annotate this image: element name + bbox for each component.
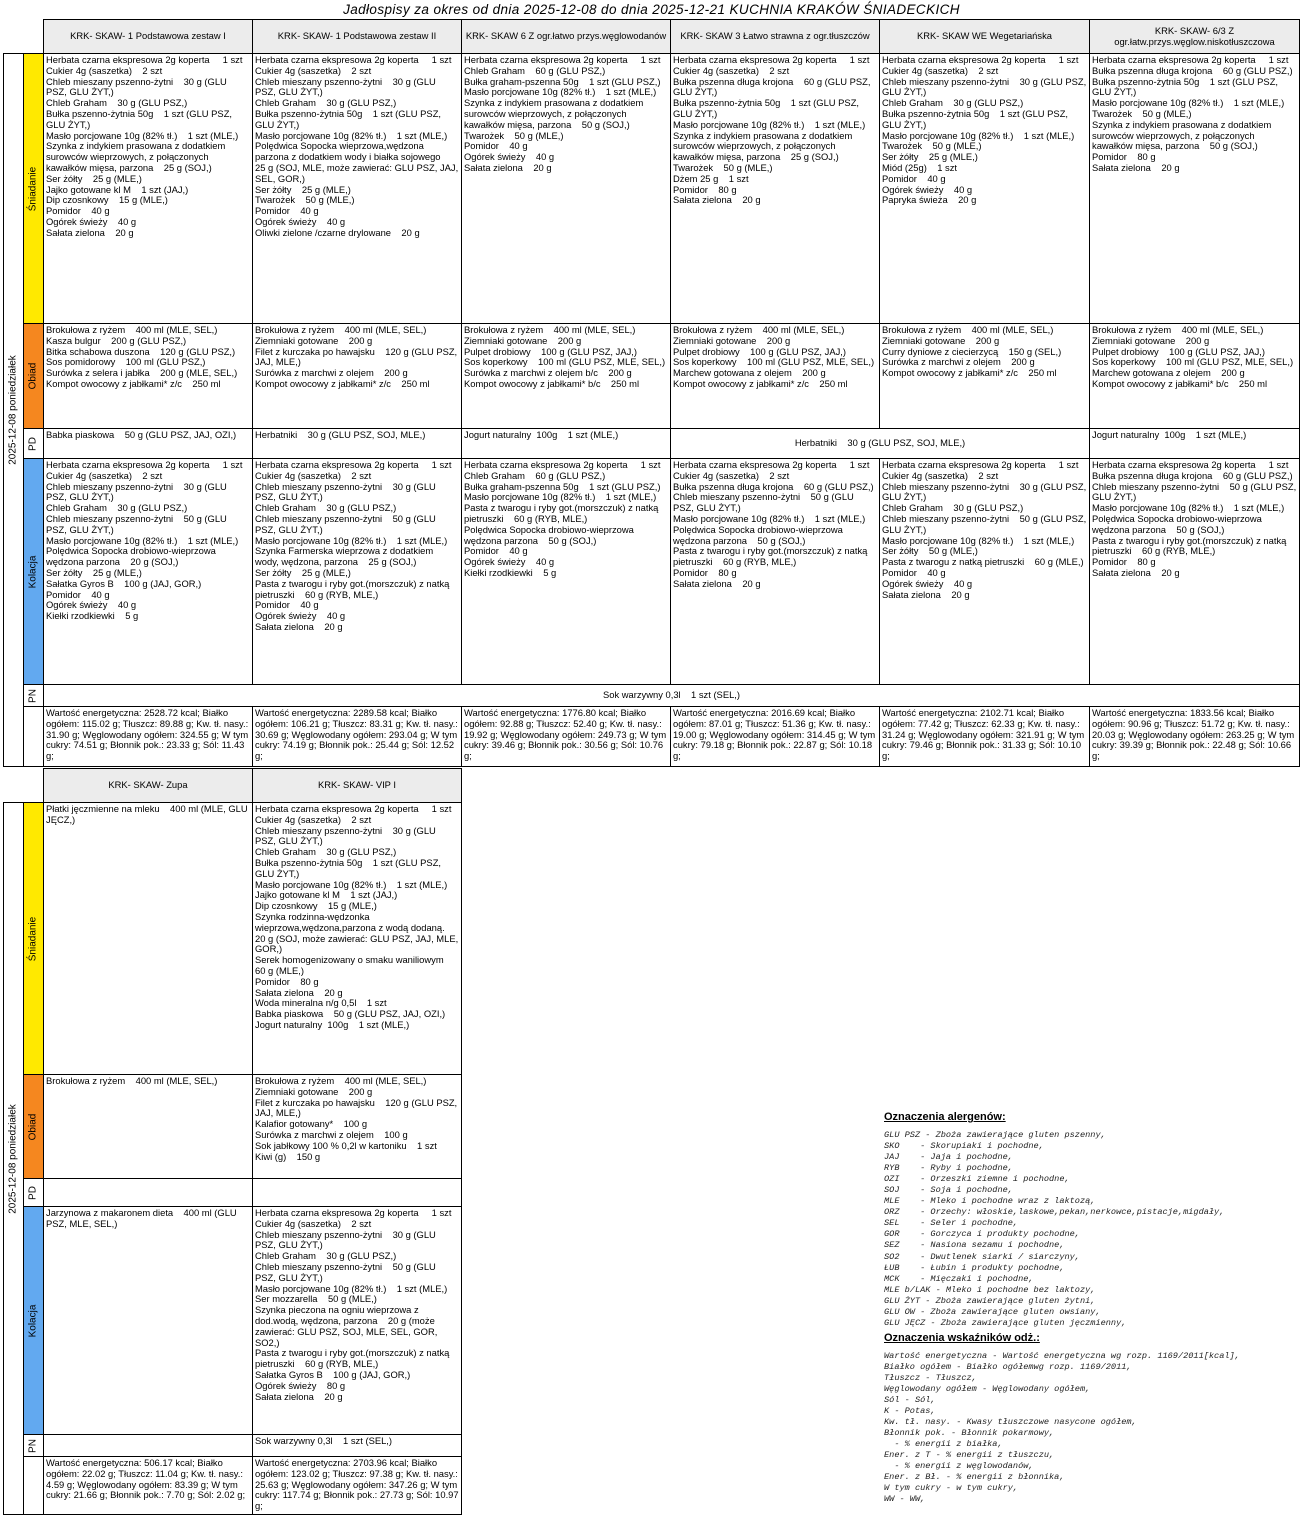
- menu-cell: Brokułowa z ryżem 400 ml (MLE, SEL,) Ziemniaki gotowane 200 g Filet z kurczaka po hawajsku 120 g (GLU PSZ, JAJ, MLE,) Kalafior gotowany* 100 g Surówka z marchwi z olejem 100 g Sok jabłkowy 100 % 0,2l w kartoniku 1 szt Kiwi (g) 150 g: [253, 1075, 462, 1179]
- menu-cell: Herbata czarna ekspresowa 2g koperta 1 szt Cukier 4g (saszetka) 2 szt Chleb mieszany pszenno-żytni 30 g (GLU PSZ, GLU ŻYT,) Chleb Graham 30 g (GLU PSZ,) Chleb mieszany pszenno-żytni 50 g (GLU PSZ, GLU ŻYT,) Masło porcjowane 10g (82% tł.) 1 szt (MLE,) Szynka Farmerska wieprzowa z dodatkiem wody, wędzona, parzona 25 g (SOJ,) Ser żółty 25 g (MLE,) Pasta z twarogu i ryby got.(morszczuk) z natką pietruszki 60 g (RYB, MLE,) Pomidor 40 g Ogórek świeży 40 g Sałata zielona 20 g: [253, 459, 462, 685]
- allergen-item: SEL - Seler i pochodne,: [884, 1218, 1019, 1229]
- diet-header-row: [4, 769, 462, 803]
- diet-header: KRK- SKAW 6 Z ogr.łatwo przys.węglowodanów: [462, 20, 671, 54]
- meal-row-kolacja: [4, 459, 1300, 685]
- diet-header: KRK- SKAW- 6/3 Z ogr.łatw.przys.węglow.niskotłuszczowa: [1090, 20, 1300, 54]
- meal-label-obiad: Obiad: [24, 324, 44, 429]
- date-cell: [4, 54, 24, 767]
- menu-cell: Herbata czarna ekspresowa 2g koperta 1 szt Cukier 4g (saszetka) 2 szt Chleb mieszany pszenno-żytni 30 g (GLU PSZ, GLU ŻYT,) Chleb Graham 30 g (GLU PSZ,) Bułka pszenno-żytnia 50g 1 szt (GLU PSZ, GLU ŻYT,) Masło porcjowane 10g (82% tł.) 1 szt (MLE,) Szynka z indykiem prasowana z dodatkiem surowców wieprzowych, z połączonych kawałków mięsa, parzona 25 g (SOJ,) Ser żółty 25 g (MLE,) Jajko gotowane kl M 1 szt (JAJ,) Dip czosnkowy 15 g (MLE,) Pomidor 40 g Ogórek świeży 40 g Sałata zielona 20 g: [44, 54, 253, 324]
- nutrition-cell: Wartość energetyczna: 1776.80 kcal; Białko ogółem: 92.88 g; Tłuszcz: 52.40 g; Kw. tł. nasy.: 19.92 g; Węglowodany ogółem: 249.73 g; W tym cukry: 39.46 g; Błonnik pok.: 30.56 g; Sól: 10.76 g;: [462, 707, 671, 767]
- menu-cell: Herbata czarna ekspresowa 2g koperta 1 szt Cukier 4g (saszetka) 2 szt Bułka pszenna długa krojona 60 g (GLU PSZ, GLU ŻYT,) Bułka pszenno-żytnia 50g 1 szt (GLU PSZ, GLU ŻYT,) Masło porcjowane 10g (82% tł.) 1 szt (MLE,) Szynka z indykiem prasowana z dodatkiem surowców wieprzowych, z połączonych kawałków mięsa, parzona 25 g (SOJ,) Twarożek 50 g (MLE,) Dżem 25 g 1 szt Pomidor 80 g Sałata zielona 20 g: [671, 54, 880, 324]
- diet-header: KRK- SKAW- 1 Podstawowa zestaw II: [253, 20, 462, 54]
- indicator-item: Sól - Sól,: [884, 1395, 936, 1406]
- menu-cell: Jogurt naturalny 100g 1 szt (MLE,): [462, 429, 671, 459]
- diet-header: KRK- SKAW 3 Łatwo strawna z ogr.tłuszczów: [671, 20, 880, 54]
- diet-header: KRK- SKAW- Zupa: [44, 769, 253, 803]
- menu-cell: [44, 1435, 253, 1457]
- menu-cell: Płatki jęczmienne na mleku 400 ml (MLE, GLU JĘCZ,): [44, 803, 253, 1075]
- menu-cell: Brokułowa z ryżem 400 ml (MLE, SEL,) Ziemniaki gotowane 200 g Pulpet drobiowy 100 g (GLU PSZ, JAJ,) Sos koperkowy 100 ml (GLU PSZ, MLE, SEL,) Marchew gotowana z olejem 200 g Kompot owocowy z jabłkami* z/c 250 ml: [671, 324, 880, 429]
- menu-table-main: [3, 19, 1300, 767]
- menu-cell: Herbata czarna ekspresowa 2g koperta 1 szt Cukier 4g (saszetka) 2 szt Chleb mieszany pszenno-żytni 30 g (GLU PSZ, GLU ŻYT,) Chleb Graham 30 g (GLU PSZ,) Chleb mieszany pszenno-żytni 50 g (GLU PSZ, GLU ŻYT,) Masło porcjowane 10g (82% tł.) 1 szt (MLE,) Polędwica Sopocka drobiowo-wieprzowa wędzona parzona 20 g (SOJ,) Ser żółty 25 g (MLE,) Sałatka Gyros B 100 g (JAJ, GOR,) Pomidor 40 g Ogórek świeży 40 g Kiełki rzodkiewki 5 g: [44, 459, 253, 685]
- menu-cell: Brokułowa z ryżem 400 ml (MLE, SEL,) Ziemniaki gotowane 200 g Filet z kurczaka po hawajsku 120 g (GLU PSZ, JAJ, MLE,) Surówka z marchwi z olejem 200 g Kompot owocowy z jabłkami* z/c 250 ml: [253, 324, 462, 429]
- meal-row-sniadanie: [4, 54, 1300, 324]
- nutrition-cell: Wartość energetyczna: 2703.96 kcal; Białko ogółem: 123.02 g; Tłuszcz: 97.38 g; Kw. tł. nasy.: 25.63 g; Węglowodany ogółem: 347.26 g; W tym cukry: 117.74 g; Błonnik pok.: 27.73 g; Sól: 10.97 g;: [253, 1457, 462, 1515]
- date-label: 2025-12-08 poniedziałek: [7, 1103, 19, 1214]
- allergen-item: GLU ŻYT - Zboża zawierające gluten żytni,: [884, 1295, 1096, 1306]
- menu-cell: Herbata czarna ekspresowa 2g koperta 1 szt Cukier 4g (saszetka) 2 szt Bułka pszenna długa krojona 60 g (GLU PSZ,) Chleb mieszany pszenno-żytni 50 g (GLU PSZ, GLU ŻYT,) Masło porcjowane 10g (82% tł.) 1 szt (MLE,) Polędwica Sopocka drobiowo-wieprzowa wędzona parzona 50 g (SOJ,) Pasta z twarogu i ryby got.(morszczuk) z natką pietruszki 60 g (RYB, MLE,) Pomidor 80 g Sałata zielona 20 g: [671, 459, 880, 685]
- menu-cell: Brokułowa z ryżem 400 ml (MLE, SEL,) Ziemniaki gotowane 200 g Curry dyniowe z ciecierzycą 150 g (SEL,) Surówka z marchwi z olejem 200 g Kompot owocowy z jabłkami* z/c 250 ml: [880, 324, 1090, 429]
- menu-table-secondary: [3, 768, 462, 1515]
- allergen-item: SOJ - Soja i pochodne,: [884, 1185, 1013, 1196]
- page-title: Jadłospisy za okres od dnia 2025-12-08 do dnia 2025-12-21 KUCHNIA KRAKÓW ŚNIADECKICH: [343, 2, 960, 17]
- menu-cell: Herbata czarna ekspresowa 2g koperta 1 szt Cukier 4g (saszetka) 2 szt Chleb mieszany pszenno-żytni 30 g (GLU PSZ, GLU ŻYT,) Chleb Graham 30 g (GLU PSZ,) Chleb mieszany pszenno-żytni 50 g (GLU PSZ, GLU ŻYT,) Masło porcjowane 10g (82% tł.) 1 szt (MLE,) Ser żółty 50 g (MLE,) Pasta z twarogu z natką pietruszki 60 g (MLE,) Pomidor 40 g Ogórek świeży 40 g Sałata zielona 20 g: [880, 459, 1090, 685]
- allergen-item: MCK - Mięczaki i pochodne,: [884, 1273, 1034, 1284]
- menu-cell: Brokułowa z ryżem 400 ml (MLE, SEL,) Ziemniaki gotowane 200 g Pulpet drobiowy 100 g (GLU PSZ, JAJ,) Sos koperkowy 100 ml (GLU PSZ, MLE, SEL,) Marchew gotowana z olejem 200 g Kompot owocowy z jabłkami* b/c 250 ml: [1090, 324, 1300, 429]
- menu-cell: Herbata czarna ekspresowa 2g koperta 1 szt Cukier 4g (saszetka) 2 szt Chleb mieszany pszenno-żytni 30 g (GLU PSZ, GLU ŻYT,) Chleb Graham 30 g (GLU PSZ,) Bułka pszenno-żytnia 50g 1 szt (GLU PSZ, GLU ŻYT,) Masło porcjowane 10g (82% tł.) 1 szt (MLE,) Twarożek 50 g (MLE,) Ser żółty 25 g (MLE,) Miód (25g) 1 szt Pomidor 40 g Ogórek świeży 40 g Papryka świeża 20 g: [880, 54, 1090, 324]
- indicator-item: Błonnik pok. - Błonnik pokarmowy,: [884, 1428, 1055, 1439]
- menu-cell: Brokułowa z ryżem 400 ml (MLE, SEL,) Ziemniaki gotowane 200 g Pulpet drobiowy 100 g (GLU PSZ, JAJ,) Sos koperkowy 100 ml (GLU PSZ, MLE, SEL,) Surówka z marchwi z olejem b/c 200 g Kompot owocowy z jabłkami* b/c 250 ml: [462, 324, 671, 429]
- menu-cell: [253, 1179, 462, 1207]
- allergen-item: ŁUB - Łubin i produkty pochodne,: [884, 1262, 1065, 1273]
- date-cell: [4, 803, 24, 1515]
- allergen-item: MLE b/LAK - Mleko i pochodne bez laktozy,: [884, 1284, 1096, 1295]
- indicator-item: Tłuszcz - Tłuszcz,: [884, 1372, 977, 1383]
- allergen-item: SEZ - Nasiona sezamu i pochodne,: [884, 1240, 1065, 1251]
- allergen-item: RYB - Ryby i pochodne,: [884, 1163, 1013, 1174]
- menu-cell: Jogurt naturalny 100g 1 szt (MLE,): [1090, 429, 1300, 459]
- allergen-item: GLU JĘCZ - Zboża zawierające gluten jęczmienny,: [884, 1317, 1127, 1328]
- allergen-item: GLU OW - Zboża zawierające gluten owsiany,: [884, 1306, 1101, 1317]
- nutrition-cell: Wartość energetyczna: 2102.71 kcal; Białko ogółem: 77.42 g; Tłuszcz: 62.33 g; Kw. tł. nasy.: 31.24 g; Węglowodany ogółem: 321.91 g; W tym cukry: 79.46 g; Błonnik pok.: 31.33 g; Sól: 10.10 g;: [880, 707, 1090, 767]
- menu-cell: Herbata czarna ekspresowa 2g koperta 1 szt Bułka pszenna długa krojona 60 g (GLU PSZ,) Chleb mieszany pszenno-żytni 50 g (GLU PSZ, GLU ŻYT,) Masło porcjowane 10g (82% tł.) 1 szt (MLE,) Polędwica Sopocka drobiowo-wieprzowa wędzona parzona 50 g (SOJ,) Pasta z twarogu i ryby got.(morszczuk) z natką pietruszki 60 g (RYB, MLE,) Pomidor 80 g Sałata zielona 20 g: [1090, 459, 1300, 685]
- allergen-item: ORZ - Orzechy: włoskie,laskowe,pekan,nerkowce,pistacje,migdały,: [884, 1207, 1225, 1218]
- nutrition-row: [4, 1457, 462, 1515]
- meal-label-pn: PN: [24, 685, 44, 707]
- indicator-item: Kw. tł. nasy. - Kwasy tłuszczowe nasycone ogółem,: [884, 1417, 1137, 1428]
- indicator-item: K - Potas,: [884, 1406, 936, 1417]
- meal-row-sniadanie: [4, 803, 462, 1075]
- meal-row-pd: [4, 1179, 462, 1207]
- meal-row-pn: [4, 685, 1300, 707]
- indicator-item: W tym cukry - w tym cukry,: [884, 1483, 1019, 1494]
- menu-cell: [44, 1179, 253, 1207]
- meal-row-pd: [4, 429, 1300, 459]
- menu-cell: Sok warzywny 0,3l 1 szt (SEL,): [253, 1435, 462, 1457]
- nutrition-cell: Wartość energetyczna: 2016.69 kcal; Białko ogółem: 87.01 g; Tłuszcz: 51.36 g; Kw. tł. nasy.: 19.00 g; Węglowodany ogółem: 314.45 g; W tym cukry: 79.18 g; Błonnik pok.: 22.87 g; Sól: 10.18 g;: [671, 707, 880, 767]
- meal-label-obiad: Obiad: [24, 1075, 44, 1179]
- menu-cell: Herbata czarna ekspresowa 2g koperta 1 szt Cukier 4g (saszetka) 2 szt Chleb mieszany pszenno-żytni 30 g (GLU PSZ, GLU ŻYT,) Chleb Graham 30 g (GLU PSZ,) Bułka pszenno-żytnia 50g 1 szt (GLU PSZ, GLU ŻYT,) Masło porcjowane 10g (82% tł.) 1 szt (MLE,) Jajko gotowane kl M 1 szt (JAJ,) Dip czosnkowy 15 g (MLE,) Szynka rodzinna-wędzonka wieprzowa,wędzona,parzona z wodą dodaną. 20 g (SOJ, może zawierać: GLU PSZ, JAJ, MLE, GOR,) Serek homogenizowany o smaku waniliowym 60 g (MLE,) Pomidor 80 g Sałata zielona 20 g Woda mineralna n/g 0,5l 1 szt Babka piaskowa 50 g (GLU PSZ, JAJ, OZI,) Jogurt naturalny 100g 1 szt (MLE,): [253, 803, 462, 1075]
- menu-cell: Babka piaskowa 50 g (GLU PSZ, JAJ, OZI,): [44, 429, 253, 459]
- indicator-item: Białko ogółem - Białko ogółemwg rozp. 1169/2011,: [884, 1361, 1132, 1372]
- meal-label-sniadanie: Śniadanie: [24, 803, 44, 1075]
- menu-cell: Herbatniki 30 g (GLU PSZ, SOJ, MLE,): [253, 429, 462, 459]
- menu-cell: Sok warzywny 0,3l 1 szt (SEL,): [44, 685, 1300, 707]
- menu-cell: Brokułowa z ryżem 400 ml (MLE, SEL,): [44, 1075, 253, 1179]
- meal-row-obiad: [4, 324, 1300, 429]
- diet-header: KRK- SKAW WE Wegetariańska: [880, 20, 1090, 54]
- nutrition-cell: Wartość energetyczna: 2289.58 kcal; Białko ogółem: 106.21 g; Tłuszcz: 83.31 g; Kw. tł. nasy.: 30.69 g; Węglowodany ogółem: 293.04 g; W tym cukry: 74.19 g; Błonnik pok.: 25.44 g; Sól: 12.52 g;: [253, 707, 462, 767]
- meal-label-kolacja: Kolacja: [24, 459, 44, 685]
- nutrition-cell: Wartość energetyczna: 506.17 kcal; Białko ogółem: 22.02 g; Tłuszcz: 11.04 g; Kw. tł. nasy.: 4.59 g; Węglowodany ogółem: 83.39 g; W tym cukry: 21.66 g; Błonnik pok.: 7.70 g; Sól: 2.02 g;: [44, 1457, 253, 1515]
- nutrition-cell: Wartość energetyczna: 2528.72 kcal; Białko ogółem: 115.02 g; Tłuszcz: 89.88 g; Kw. tł. nasy.: 31.90 g; Węglowodany ogółem: 324.55 g; W tym cukry: 74.51 g; Błonnik pok.: 23.33 g; Sól: 11.43 g;: [44, 707, 253, 767]
- indicator-item: Ener. z T - % energii z tłuszczu,: [884, 1450, 1055, 1461]
- menu-cell: Herbata czarna ekspresowa 2g koperta 1 szt Bułka pszenna długa krojona 60 g (GLU PSZ,) Bułka pszenno-żytnia 50g 1 szt (GLU PSZ, GLU ŻYT,) Masło porcjowane 10g (82% tł.) 1 szt (MLE,) Twarożek 50 g (MLE,) Szynka z indykiem prasowana z dodatkiem surowców wieprzowych, z połączonych kawałków mięsa, parzona 50 g (SOJ,) Pomidor 80 g Sałata zielona 20 g: [1090, 54, 1300, 324]
- indicator-item: Ener. z Bł. - % energii z błonnika,: [884, 1472, 1065, 1483]
- meal-row-kolacja: [4, 1207, 462, 1435]
- indicator-list: [884, 1351, 1299, 1506]
- allergen-item: OZI - Orzeszki ziemne i pochodne,: [884, 1174, 1070, 1185]
- allergen-item: SO2 - Dwutlenek siarki / siarczyny,: [884, 1251, 1080, 1262]
- meal-label-pn: PN: [24, 1435, 44, 1457]
- menu-cell: Herbata czarna ekspresowa 2g koperta 1 szt Cukier 4g (saszetka) 2 szt Chleb mieszany pszenno-żytni 30 g (GLU PSZ, GLU ŻYT,) Chleb Graham 30 g (GLU PSZ,) Bułka pszenno-żytnia 50g 1 szt (GLU PSZ, GLU ŻYT,) Masło porcjowane 10g (82% tł.) 1 szt (MLE,) Polędwica Sopocka wieprzowa,wędzona parzona z dodatkiem wody i białka sojowego 25 g (SOJ, MLE, może zawierać: GLU PSZ, JAJ, SEL, GOR,) Ser żółty 25 g (MLE,) Twarożek 50 g (MLE,) Pomidor 40 g Ogórek świeży 40 g Oliwki zielone /czarne drylowane 20 g: [253, 54, 462, 324]
- allergen-item: SKO - Skorupiaki i pochodne,: [884, 1141, 1044, 1152]
- diet-header: KRK- SKAW- 1 Podstawowa zestaw I: [44, 20, 253, 54]
- allergen-item: MLE - Mleko i pochodne wraz z laktozą,: [884, 1196, 1096, 1207]
- allergen-item: GOR - Gorczyca i produkty pochodne,: [884, 1229, 1080, 1240]
- menu-cell: Herbata czarna ekspresowa 2g koperta 1 szt Chleb Graham 60 g (GLU PSZ,) Bułka graham-pszenna 50g 1 szt (GLU PSZ,) Masło porcjowane 10g (82% tł.) 1 szt (MLE,) Pasta z twarogu i ryby got.(morszczuk) z natką pietruszki 60 g (RYB, MLE,) Polędwica Sopocka drobiowo-wieprzowa wędzona parzona 50 g (SOJ,) Pomidor 40 g Ogórek świeży 40 g Kiełki rzodkiewki 5 g: [462, 459, 671, 685]
- indicator-item: WW - WW,: [884, 1494, 926, 1505]
- menu-cell: Herbata czarna ekspresowa 2g koperta 1 szt Cukier 4g (saszetka) 2 szt Chleb mieszany pszenno-żytni 30 g (GLU PSZ, GLU ŻYT,) Chleb Graham 30 g (GLU PSZ,) Chleb mieszany pszenno-żytni 50 g (GLU PSZ, GLU ŻYT,) Masło porcjowane 10g (82% tł.) 1 szt (MLE,) Ser mozzarella 50 g (MLE,) Szynka pieczona na ogniu wieprzowa z dod.wodą, wędzona, parzona 20 g (może zawierać: GLU PSZ, SOJ, MLE, SEL, GOR, SO2,) Pasta z twarogu i ryby got.(morszczuk) z natką pietruszki 60 g (RYB, MLE,) Sałatka Gyros B 100 g (JAJ, GOR,) Ogórek świeży 80 g Sałata zielona 20 g: [253, 1207, 462, 1435]
- indicator-item: Wartość energetyczna - Wartość energetyczna wg rozp. 1169/2011[kcal],: [884, 1350, 1240, 1361]
- meal-row-obiad: [4, 1075, 462, 1179]
- allergen-list: [884, 1130, 1299, 1329]
- indicators-title: Oznaczenia wskaźników odż.:: [884, 1331, 1040, 1344]
- allergens-title: Oznaczenia alergenów:: [884, 1111, 1006, 1123]
- nutrition-cell: Wartość energetyczna: 1833.56 kcal; Białko ogółem: 90.96 g; Tłuszcz: 51.72 g; Kw. tł. nasy.: 20.03 g; Węglowodany ogółem: 263.25 g; W tym cukry: 39.39 g; Błonnik pok.: 22.48 g; Sól: 10.66 g;: [1090, 707, 1300, 767]
- menu-cell: Brokułowa z ryżem 400 ml (MLE, SEL,) Kasza bulgur 200 g (GLU PSZ,) Bitka schabowa duszona 120 g (GLU PSZ,) Sos pomidorowy 100 ml (GLU PSZ,) Surówka z selera i jabłka 200 g (MLE, SEL,) Kompot owocowy z jabłkami* z/c 250 ml: [44, 324, 253, 429]
- meal-label-kolacja: Kolacja: [24, 1207, 44, 1435]
- meal-label-pd: PD: [24, 429, 44, 459]
- menu-cell: Jarzynowa z makaronem dieta 400 ml (GLU PSZ, MLE, SEL,): [44, 1207, 253, 1435]
- legend: [884, 1111, 1299, 1506]
- meal-label-sniadanie: Śniadanie: [24, 54, 44, 324]
- meal-row-pn: [4, 1435, 462, 1457]
- menu-cell: Herbata czarna ekspresowa 2g koperta 1 szt Chleb Graham 60 g (GLU PSZ,) Bułka graham-pszenna 50g 1 szt (GLU PSZ,) Masło porcjowane 10g (82% tł.) 1 szt (MLE,) Szynka z indykiem prasowana z dodatkiem surowców wieprzowych, z połączonych kawałków mięsa, parzona 50 g (SOJ,) Twarożek 50 g (MLE,) Pomidor 40 g Ogórek świeży 40 g Sałata zielona 20 g: [462, 54, 671, 324]
- meal-label-pd: PD: [24, 1179, 44, 1207]
- menu-cell: Herbatniki 30 g (GLU PSZ, SOJ, MLE,): [671, 429, 1090, 459]
- date-label: 2025-12-08 poniedziałek: [7, 355, 19, 465]
- diet-header-row: [4, 20, 1300, 54]
- allergen-item: JAJ - Jaja i pochodne,: [884, 1152, 1013, 1163]
- allergen-item: GLU PSZ - Zboża zawierające gluten pszenny,: [884, 1130, 1106, 1140]
- indicator-item: - % energii z węglowodanów,: [884, 1461, 1034, 1472]
- diet-header: KRK- SKAW- VIP I: [253, 769, 462, 803]
- nutrition-row: [4, 707, 1300, 767]
- indicator-item: - % energii z białka,: [884, 1439, 1003, 1450]
- indicator-item: Węglowodany ogółem - Węglowodany ogółem,: [884, 1383, 1091, 1394]
